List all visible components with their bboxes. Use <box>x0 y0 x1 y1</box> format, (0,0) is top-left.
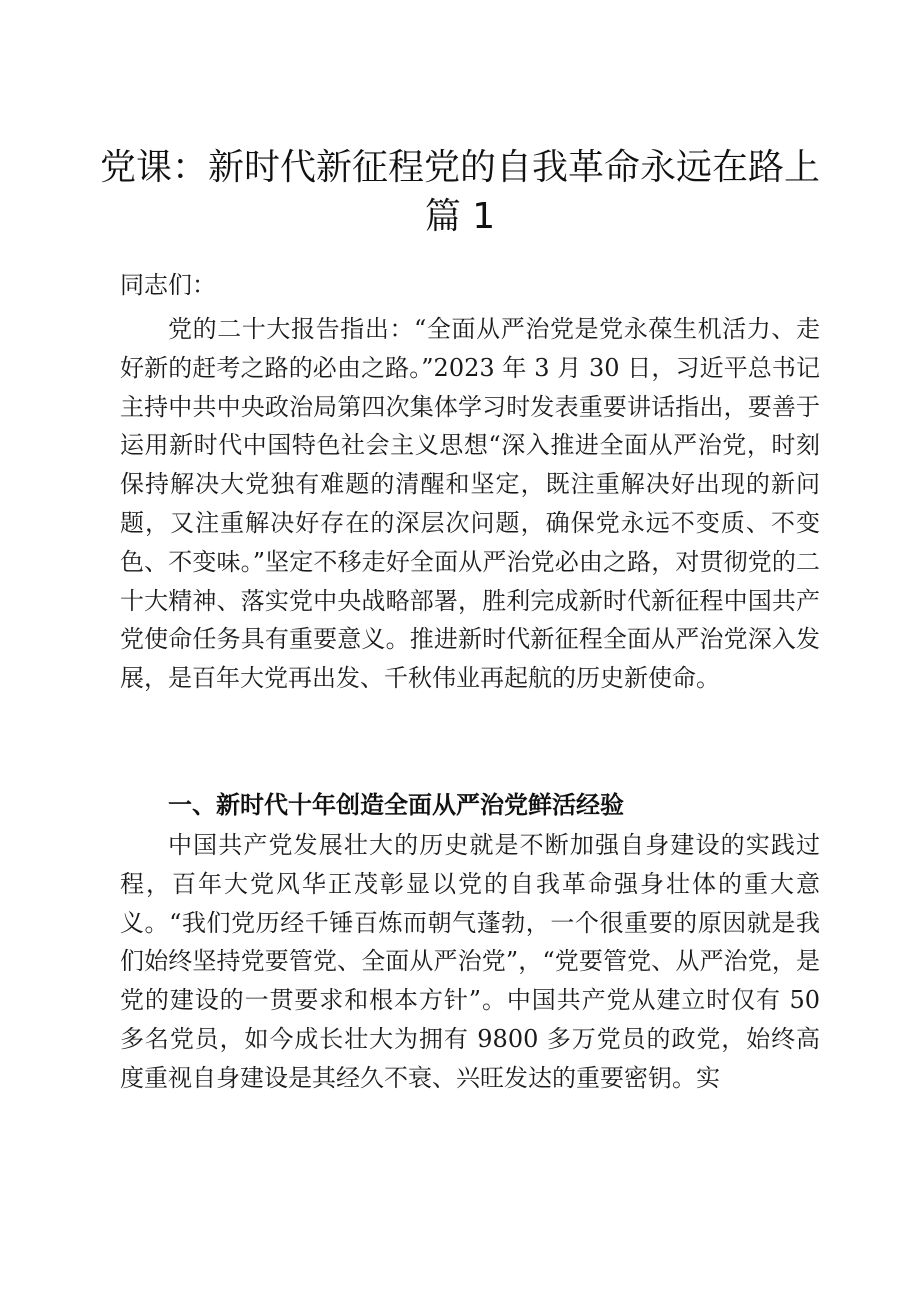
paragraph-intro: 党的二十大报告指出：“全面从严治党是党永葆生机活力、走好新的赶考之路的必由之路。”2023 年 3 月 30 日，习近平总书记主持中共中央政治局第四次集体学习时发表重要讲话指出，要善于运用新时代中国特色社会主义思想“深入推进全面从严治党，时刻保持解决大党独有难题的清醒和坚定，既注重解决好出现的新问题，又注重解决好存在的深层次问题，确保党永远不变质、不变色、不变味。”坚定不移走好全面从严治党必由之路，对贯彻党的二十大精神、落实党中央战略部署，胜利完成新时代新征程中国共产党使命任务具有重要意义。推进新时代新征程全面从严治党深入发展，是百年大党再出发、千秋伟业再起航的历史新使命。 <box>120 315 820 693</box>
paragraph-section1: 中国共产党发展壮大的历史就是不断加强自身建设的实践过程，百年大党风华正茂彰显以党的自我革命强身壮体的重大意义。“我们党历经千锤百炼而朝气蓬勃，一个很重要的原因就是我们始终坚持党要管党、全面从严治党”，“党要管党、从严治党，是党的建设的一贯要求和根本方针”。中国共产党从建立时仅有 50 多名党员，如今成长壮大为拥有 9800 多万党员的政党，始终高度重视自身建设是其经久不衰、兴旺发达的重要密钥。实 <box>120 831 820 1092</box>
section-heading: 一、新时代十年创造全面从严治党鲜活经验 <box>168 791 624 819</box>
salutation: 同志们： <box>120 271 216 299</box>
document-title-line1: 党课：新时代新征程党的自我革命永远在路上 <box>100 147 821 188</box>
document-title-line2: 篇 1 <box>424 196 496 237</box>
